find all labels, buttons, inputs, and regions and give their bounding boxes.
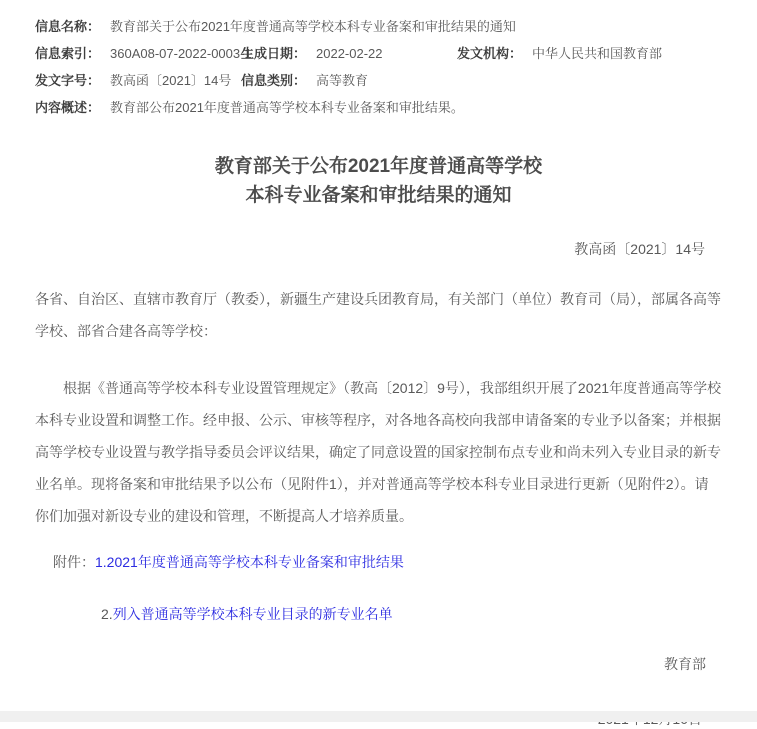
main-paragraph: 根据《普通高等学校本科专业设置管理规定》（教高〔2012〕9号），我部组织开展了2021年度普通高等学校本科专业设置和调整工作。经申报、公示、审核等程序，对各地各高校向我部申请备案的专业予以备案；并根据高等学校专业设置与教学指导委员会评议结果，确定了同意设置的国家控制布点专业和尚未列入专业目录的新专业名单。现将备案和审批结果予以公布（见附件1），并对普通高等学校本科专业目录进行更新（见附件2）。请你们加强对新设专业的建设和管理，不断提高人才培养质量。 [35,380,722,524]
meta-label-info-category: 信息类别： [241,73,307,88]
meta-value-info-category: 高等教育 [316,73,369,88]
meta-value-generated-date: 2022-02-22 [316,46,383,61]
attachment-1-link[interactable]: 1.2021年度普通高等学校本科专业备案和审批结果 [95,554,404,570]
meta-pair-info-index [35,40,252,67]
document-meta-header [0,0,757,121]
attachment-line-2 [101,598,722,630]
page-title-line1: 教育部关于公布2021年度普通高等学校 [214,156,543,177]
meta-pair-info-category [241,67,457,94]
meta-row-docnum-category [35,67,737,94]
meta-label-doc-number: 发文字号： [35,73,101,88]
meta-row-summary [35,94,737,121]
attachment-2-prefix: 2. [101,606,113,622]
page-bottom-strip [0,711,757,722]
meta-label-info-index: 信息索引： [35,46,101,61]
meta-label-info-name: 信息名称： [35,19,101,34]
attachment-line-1 [53,546,722,578]
meta-value-doc-number: 教高函〔2021〕14号 [110,73,232,88]
attachments-block [35,546,722,630]
salutation-paragraph: 各省、自治区、直辖市教育厅（教委），新疆生产建设兵团教育局，有关部门（单位）教育司（局），部属各高等学校、部省合建各高等学校： [35,291,721,339]
meta-label-summary: 内容概述： [35,100,101,115]
meta-row-index-date-agency [35,40,737,67]
meta-label-issuing-agency: 发文机构： [457,46,523,61]
page-title [35,152,722,210]
meta-value-info-name: 教育部关于公布2021年度普通高等学校本科专业备案和审批结果的通知 [110,19,516,34]
meta-pair-generated-date [241,40,457,67]
attachment-label: 附件： [53,554,95,570]
document-number: 教高函〔2021〕14号 [574,241,705,257]
document-body [0,152,757,729]
meta-pair-doc-number [35,67,241,94]
meta-value-issuing-agency: 中华人民共和国教育部 [532,46,663,61]
meta-value-summary: 教育部公布2021年度普通高等学校本科专业备案和审批结果。 [110,100,464,115]
meta-pair-issuing-agency [457,40,662,67]
page-title-line2: 本科专业备案和审批结果的通知 [245,185,512,206]
attachment-2-link[interactable]: 列入普通高等学校本科专业目录的新专业名单 [112,606,393,622]
meta-row-title [35,13,737,40]
meta-label-generated-date: 生成日期： [241,46,307,61]
meta-value-info-index: 360A08-07-2022-0003-1 [110,46,252,61]
signature-agency: 教育部 [664,656,706,672]
